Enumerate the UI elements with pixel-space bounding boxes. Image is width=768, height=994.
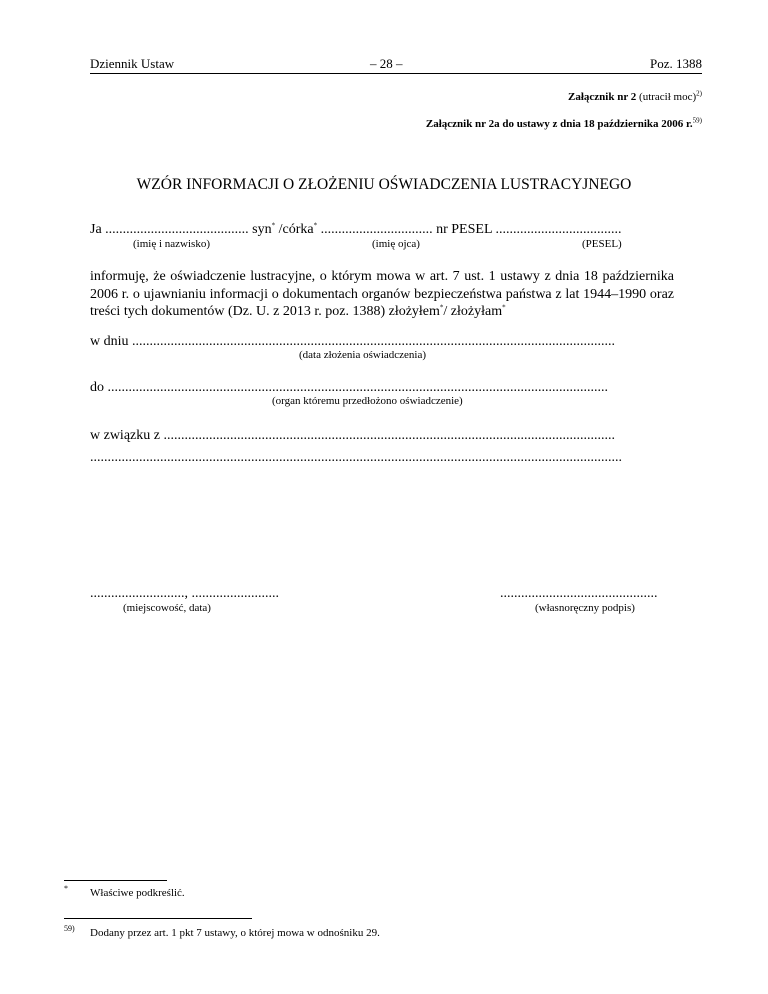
declaration-text: informuję, że oświadczenie lustracyjne, o którym mowa w art. 7 ust. 1 ustawy z dnia 18 października 2006 r. o ujawnianiu informacji o dokumentach organów bezpieczeństwa państwa z lat 1944–1990 oraz treści tych dokumentów (Dz. U. z 2013 r. poz. 1388) złożyłem [90, 269, 674, 319]
son-option: syn [248, 222, 272, 237]
journal-name: Dziennik Ustaw [90, 56, 175, 71]
daughter-option: /córka [275, 222, 314, 237]
declaration-paragraph [90, 268, 674, 321]
page-number: – 28 – [370, 56, 403, 71]
reason-field[interactable]: w związku z ................................................................................................................................. [90, 428, 615, 443]
date-field[interactable]: w dniu .......................................................................................................................................... [90, 334, 615, 349]
place-date-caption: (miejscowość, data) [123, 602, 211, 614]
pesel-caption: (PESEL) [582, 238, 622, 250]
signature-field[interactable]: ............................................. [500, 586, 658, 601]
footnote-1-text: Właściwe podkreślić. [90, 887, 185, 899]
father-and-pesel-field[interactable]: ................................ nr PESEL .................................... [317, 222, 622, 237]
footnote-2-text: Dodany przez art. 1 pkt 7 ustawy, o której mowa w odnośniku 29. [90, 927, 380, 939]
organ-caption: (organ któremu przedłożono oświadczenie) [272, 395, 463, 407]
star-mark: * [502, 303, 506, 312]
footnote-divider [64, 918, 252, 919]
annex-2-title: Załącznik nr 2a do ustawy z dnia 18 października 2006 r. [425, 118, 693, 130]
footnote-divider [64, 880, 167, 881]
annex-1-status: (utracił moc) [636, 91, 697, 103]
annex-1-title: Załącznik nr 2 [568, 91, 637, 103]
footnote-1-mark: * [64, 884, 68, 893]
organ-field[interactable]: do ............................................................................................................................................... [90, 380, 608, 395]
annex-note-1 [568, 91, 702, 103]
identity-line [90, 222, 621, 238]
footnote-2-mark: 59) [64, 924, 75, 933]
signature-caption: (własnoręczny podpis) [535, 602, 635, 614]
annex-note-2 [426, 118, 702, 130]
name-field[interactable]: Ja ......................................... [90, 222, 249, 237]
header-divider [90, 73, 702, 74]
star-mark: * [271, 221, 276, 230]
annex-2-footnote-ref: 59) [692, 116, 702, 125]
form-title: WZÓR INFORMACJI O ZŁOŻENIU OŚWIADCZENIA LUSTRACYJNEGO [136, 176, 632, 193]
female-option: / złożyłam [443, 304, 503, 319]
place-date-field[interactable]: ..........................., ......................... [90, 586, 279, 601]
name-caption: (imię i nazwisko) [133, 238, 210, 250]
star-mark: * [313, 221, 318, 230]
reason-field-continuation[interactable]: ........................................................................................................................................................ [90, 450, 622, 465]
position-number: Poz. 1388 [650, 56, 702, 71]
star-mark: * [439, 303, 444, 312]
date-caption: (data złożenia oświadczenia) [299, 349, 427, 361]
father-name-caption: (imię ojca) [372, 238, 420, 250]
annex-1-footnote-ref: 2) [696, 89, 702, 98]
